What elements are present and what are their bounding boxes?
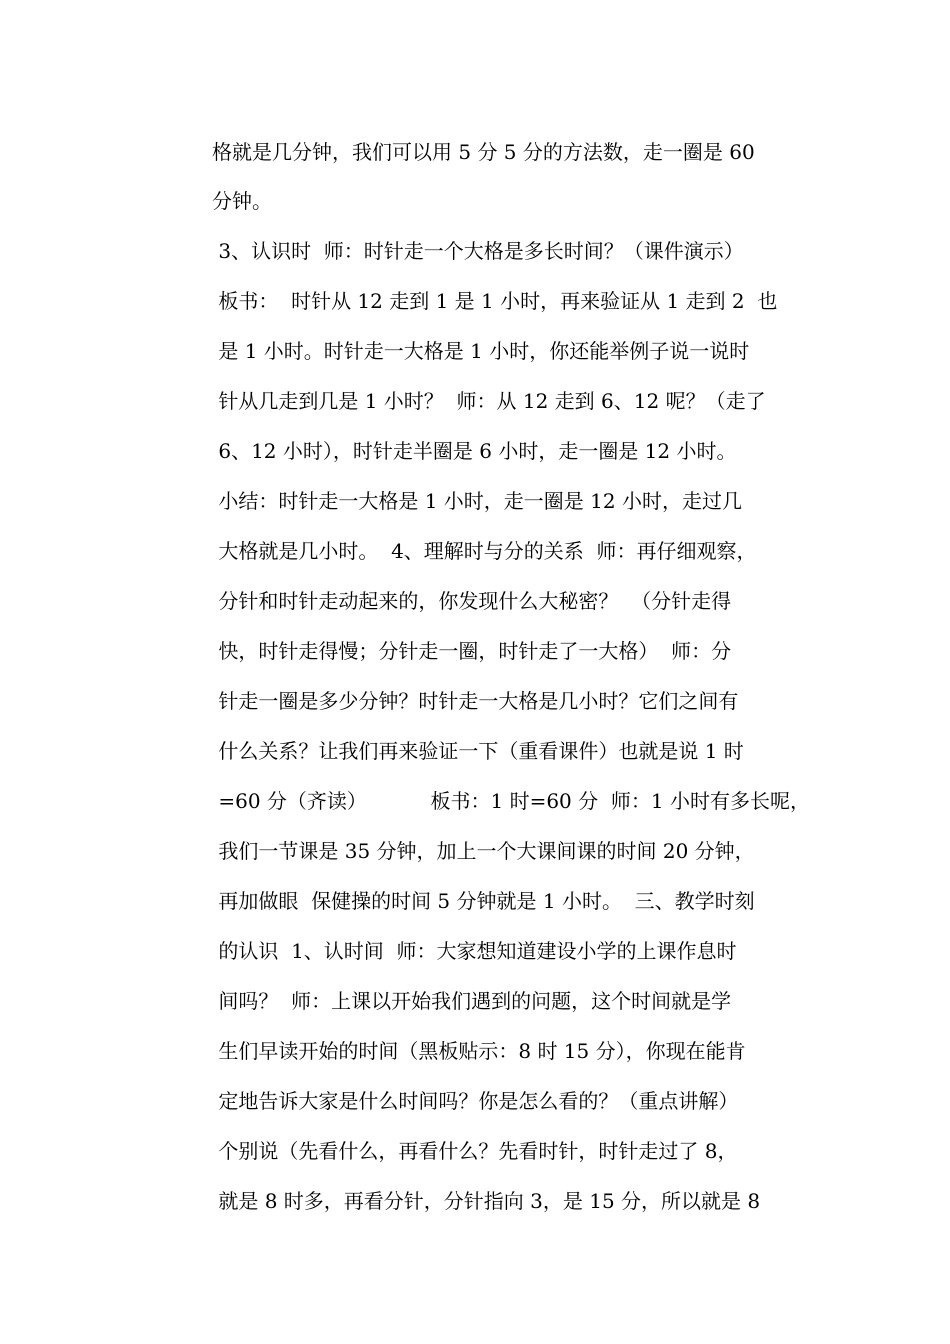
text-line-12: 针走一圈是多少分钟？时针走一大格是几小时？它们之间有 (212, 689, 739, 713)
text-line-7: 6、12 小时），时针走半圈是 6 小时，走一圈是 12 小时。 (212, 439, 737, 463)
text-line-1: 格就是几分钟，我们可以用 5 分 5 分的方法数，走一圈是 60 (212, 140, 755, 164)
text-line-20: 定地告诉大家是什么时间吗？你是怎么看的？（重点讲解） (212, 1089, 739, 1113)
text-line-13: 什么关系？让我们再来验证一下（重看课件）也就是说 1 时 (212, 739, 744, 763)
text-line-9: 大格就是几小时。 4、理解时与分的关系 师：再仔细观察， (212, 539, 757, 563)
text-line-4: 板书： 时针从 12 走到 1 是 1 小时，再来验证从 1 走到 2 也 (212, 289, 778, 313)
text-line-18: 间吗？ 师：上课以开始我们遇到的问题，这个时间就是学 (212, 989, 732, 1013)
text-line-21: 个别说（先看什么，再看什么？先看时针，时针走过了 8， (212, 1139, 738, 1163)
text-line-10: 分针和时针走动起来的，你发现什么大秘密？ （分针走得 (212, 589, 732, 613)
text-line-16: 再加做眼 保健操的时间 5 分钟就是 1 小时。 三、教学时刻 (212, 889, 755, 913)
text-line-3: 3、认识时 师：时针走一个大格是多长时间？（课件演示） (212, 239, 744, 263)
text-line-14: =60 分（齐读） 板书：1 时=60 分 师：1 小时有多长呢， (212, 789, 810, 813)
text-line-17: 的认识 1、认时间 师：大家想知道建设小学的上课作息时 (212, 939, 737, 963)
text-line-22: 就是 8 时多，再看分针，分针指向 3，是 15 分，所以就是 8 (212, 1189, 761, 1213)
text-line-2: 分钟。 (212, 189, 272, 213)
text-line-8: 小结：时针走一大格是 1 小时，走一圈是 12 小时，走过几 (212, 489, 742, 513)
text-line-5: 是 1 小时。时针走一大格是 1 小时，你还能举例子说一说时 (212, 339, 750, 363)
text-line-15: 我们一节课是 35 分钟，加上一个大课间课的时间 20 分钟， (212, 839, 755, 863)
text-line-6: 针从几走到几是 1 小时？ 师：从 12 走到 6、12 呢？（走了 (212, 389, 766, 413)
text-line-11: 快，时针走得慢；分针走一圈，时针走了一大格） 师：分 (212, 639, 732, 663)
text-line-19: 生们早读开始的时间（黑板贴示：8 时 15 分），你现在能肯 (212, 1039, 746, 1063)
